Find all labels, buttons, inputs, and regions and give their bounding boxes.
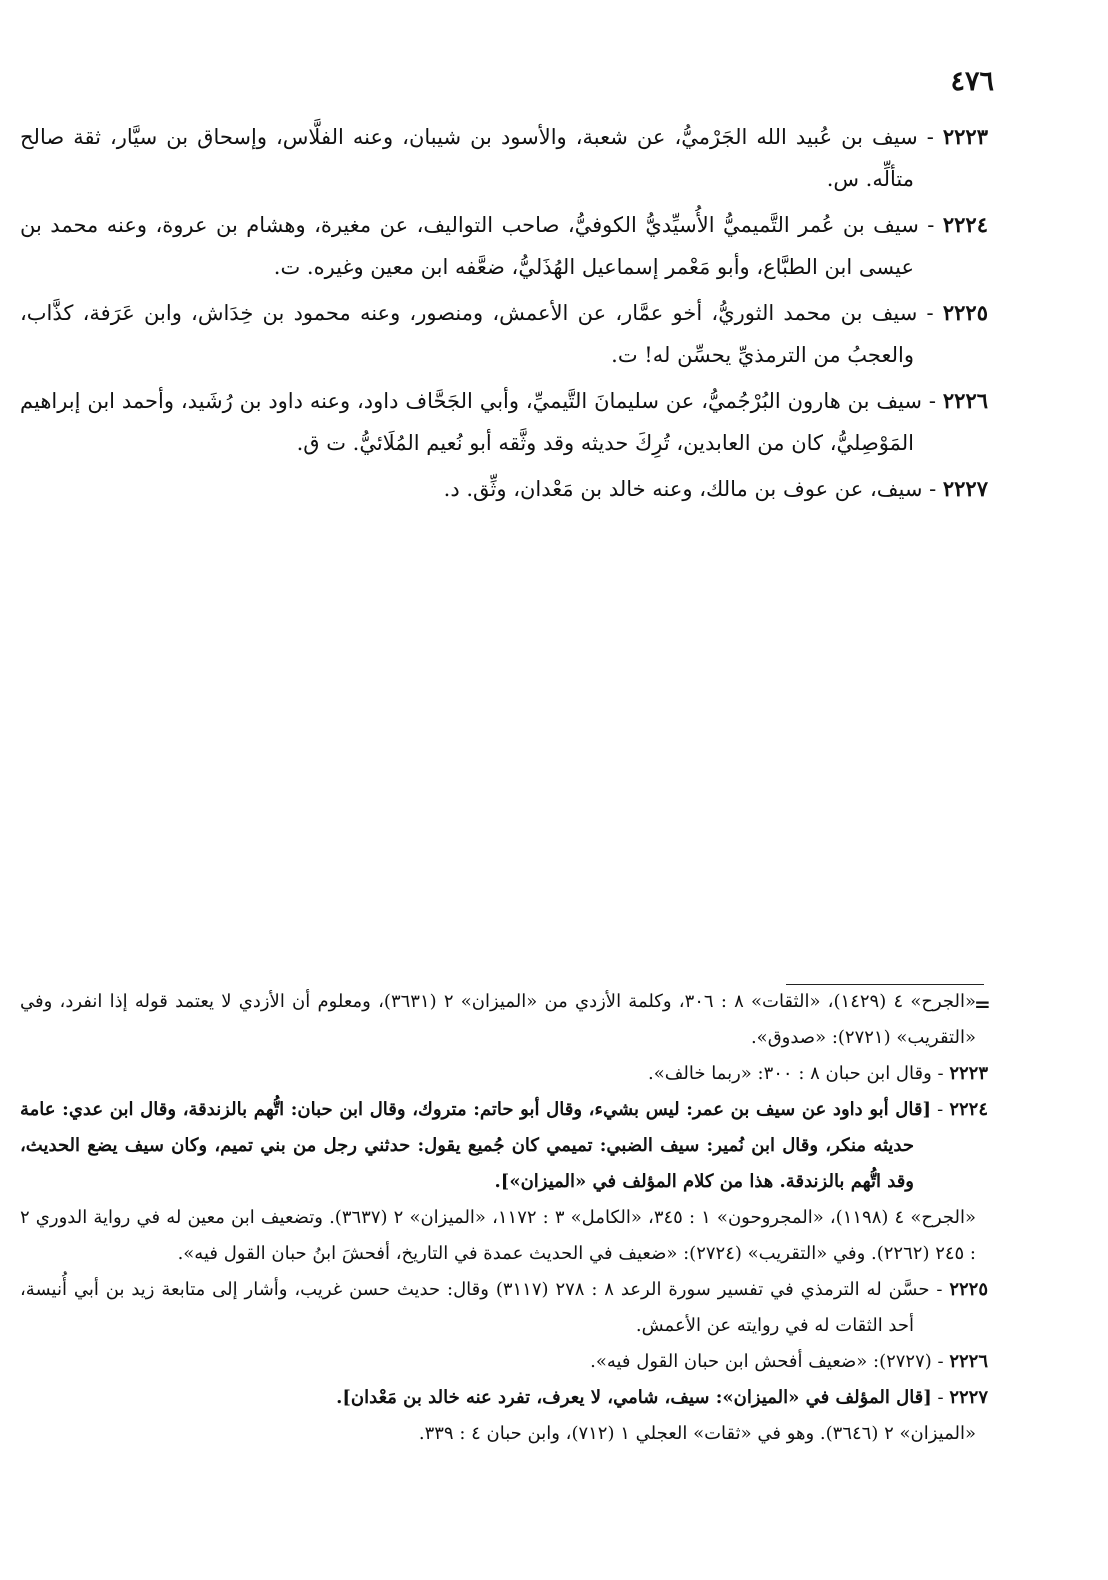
entry-text: سيف، عن عوف بن مالك، وعنه خالد بن مَعْدان، وثِّق. د. bbox=[443, 477, 923, 501]
entry-number: ٢٢٢٣ bbox=[942, 124, 988, 149]
footnote-2224-sources bbox=[20, 1200, 988, 1272]
footnote-2226: ٢٢٢٦ - (٢٧٢٧): «ضعيف أفحش ابن حبان القول فيه». bbox=[590, 1351, 988, 1372]
footnote-number: ٢٢٢٦ bbox=[949, 1351, 988, 1372]
footnote-2227: ٢٢٢٧ - [قال المؤلف في «الميزان»: سيف، شامي، لا يعرف، تفرد عنه خالد بن مَعْدان]. bbox=[336, 1387, 988, 1408]
footnotes bbox=[20, 984, 988, 1452]
entry-text: سيف بن هارون البُرْجُميُّ، عن سليمانَ التَّيميِّ، وأبي الجَحَّاف داود، وعنه داود بن رُشَيد، وأحمد ابن إبراهيم المَوْصِليُّ، كان من العابدين، تُرِكَ حديثه وقد وثَّقه أبو نُعيم المُلَائيُّ. ت ق. bbox=[20, 389, 923, 455]
page-number: ٤٧٦ bbox=[950, 66, 994, 97]
entry-text: سيف بن عُمر التَّميميُّ الأُسيِّديُّ الكوفيُّ، صاحب التواليف، عن مغيرة، وهشام بن عروة، وعنه محمد بن عيسى ابن الطبَّاع، وأبو مَعْمر إسماعيل الهُذَليُّ، ضعَّفه ابن معين وغيره. ت. bbox=[20, 213, 919, 279]
footnote-number: ٢٢٢٤ bbox=[949, 1099, 989, 1120]
entry-number: ٢٢٢٦ bbox=[942, 388, 989, 413]
entry-text: سيف بن محمد الثوريُّ، أخو عمَّار، عن الأعمش، ومنصور، وعنه محمود بن خِدَاش، وابن عَرَفة، كذَّاب، والعجبُ من الترمذيِّ يحسِّن له! ت. bbox=[20, 301, 918, 367]
footnote-text: [قال المؤلف في «الميزان»: سيف، شامي، لا يعرف، تفرد عنه خالد بن مَعْدان]. bbox=[336, 1387, 932, 1408]
footnote-text: (٢٧٢٧): «ضعيف أفحش ابن حبان القول فيه». bbox=[590, 1351, 932, 1372]
footnote-2223: ٢٢٢٣ - وقال ابن حبان ٨ : ٣٠٠: «ربما خالف». bbox=[648, 1063, 988, 1084]
biographical-entries bbox=[20, 116, 988, 514]
footnote-2227-sources bbox=[20, 1416, 988, 1452]
entry-text: سيف بن عُبيد الله الجَرْميُّ، عن شعبة، والأسود بن شيبان، وعنه الفلَّاس، وإسحاق بن سيَّار، ثقة صالح متألِّه. س. bbox=[20, 125, 918, 191]
continuation-mark: = bbox=[974, 992, 991, 1016]
footnote-2225: ٢٢٢٥ - حسَّن له الترمذي في تفسير سورة الرعد ٨ : ٢٧٨ (٣١١٧) وقال: حديث حسن غريب، وأشار إلى متابعة زيد بن أبي أُنيسة، أحد الثقات له في روايته عن الأعمش. bbox=[20, 1279, 988, 1336]
footnote-number: ٢٢٢٧ bbox=[949, 1387, 988, 1408]
entry-number: ٢٢٢٤ bbox=[942, 212, 988, 237]
entry-2225: ٢٢٢٥ - سيف بن محمد الثوريُّ، أخو عمَّار، عن الأعمش، ومنصور، وعنه محمود بن خِدَاش، وابن عَرَفة، كذَّاب، والعجبُ من الترمذيِّ يحسِّن له! ت. bbox=[20, 300, 988, 367]
entry-2226: ٢٢٢٦ - سيف بن هارون البُرْجُميُّ، عن سليمانَ التَّيميِّ، وأبي الجَحَّاف داود، وعنه داود بن رُشَيد، وأحمد ابن إبراهيم المَوْصِليُّ، كان من العابدين، تُرِكَ حديثه وقد وثَّقه أبو نُعيم المُلَائيُّ. ت ق. bbox=[20, 388, 989, 455]
footnote-text: [قال أبو داود عن سيف بن عمر: ليس بشيء، وقال أبو حاتم: متروك، وقال ابن حبان: اتُّهم بالزندقة، وقال ابن عدي: عامة حديثه منكر، وقال ابن نُمير: سيف الضبي: تميمي كان جُميع يقول: حدثني رجل من بني تميم، وكان سيف يضع الحديث، وقد اتُّهم بالزندقة. هذا من كلام المؤلف في «الميزان»]. bbox=[20, 1099, 931, 1192]
footnote-text: «الجرح» ٤ (١١٩٨)، «المجروحون» ١ : ٣٤٥، «الكامل» ٣ : ١١٧٢، «الميزان» ٢ (٣٦٣٧). وتضعيف ابن معين له في رواية الدوري ٢ : ٢٤٥ (٢٢٦٢). وفي «التقريب» (٢٧٢٤): «ضعيف في الحديث عمدة في التاريخ، أفحشَ ابنُ حبان القول فيه». bbox=[20, 1207, 977, 1264]
entry-2227: ٢٢٢٧ - سيف، عن عوف بن مالك، وعنه خالد بن مَعْدان، وثِّق. د. bbox=[443, 476, 988, 501]
footnote-text: «الجرح» ٤ (١٤٢٩)، «الثقات» ٨ : ٣٠٦، وكلمة الأزدي من «الميزان» ٢ (٣٦٣١)، ومعلوم أن الأزدي لا يعتمد قوله إذا انفرد، وفي «التقريب» (٢٧٢١): «صدوق». bbox=[20, 991, 977, 1048]
footnote-text: وقال ابن حبان ٨ : ٣٠٠: «ربما خالف». bbox=[648, 1063, 932, 1084]
footnote-number: ٢٢٢٥ bbox=[949, 1279, 988, 1300]
footnote-2224: ٢٢٢٤ - [قال أبو داود عن سيف بن عمر: ليس بشيء، وقال أبو حاتم: متروك، وقال ابن حبان: اتُّهم بالزندقة، وقال ابن عدي: عامة حديثه منكر، وقال ابن نُمير: سيف الضبي: تميمي كان جُميع يقول: حدثني رجل من بني تميم، وكان سيف يضع الحديث، وقد اتُّهم بالزندقة. هذا من كلام المؤلف في «الميزان»]. bbox=[20, 1099, 989, 1192]
footnote-text: «الميزان» ٢ (٣٦٤٦). وهو في «ثقات» العجلي ١ (٧١٢)، وابن حبان ٤ : ٣٣٩. bbox=[418, 1423, 976, 1444]
entry-2223: ٢٢٢٣ - سيف بن عُبيد الله الجَرْميُّ، عن شعبة، والأسود بن شيبان، وعنه الفلَّاس، وإسحاق بن سيَّار، ثقة صالح متألِّه. س. bbox=[20, 124, 988, 191]
entry-number: ٢٢٢٥ bbox=[942, 300, 988, 325]
entry-2224: ٢٢٢٤ - سيف بن عُمر التَّميميُّ الأُسيِّديُّ الكوفيُّ، صاحب التواليف، عن مغيرة، وهشام بن عروة، وعنه محمد بن عيسى ابن الطبَّاع، وأبو مَعْمر إسماعيل الهُذَليُّ، ضعَّفه ابن معين وغيره. ت. bbox=[20, 212, 988, 279]
entry-number: ٢٢٢٧ bbox=[942, 476, 988, 501]
footnote-number: ٢٢٢٣ bbox=[949, 1063, 988, 1084]
footnote-continuation bbox=[20, 984, 988, 1056]
footnote-text: حسَّن له الترمذي في تفسير سورة الرعد ٨ : ٢٧٨ (٣١١٧) وقال: حديث حسن غريب، وأشار إلى متابعة زيد بن أبي أُنيسة، أحد الثقات له في روايته عن الأعمش. bbox=[20, 1279, 930, 1336]
